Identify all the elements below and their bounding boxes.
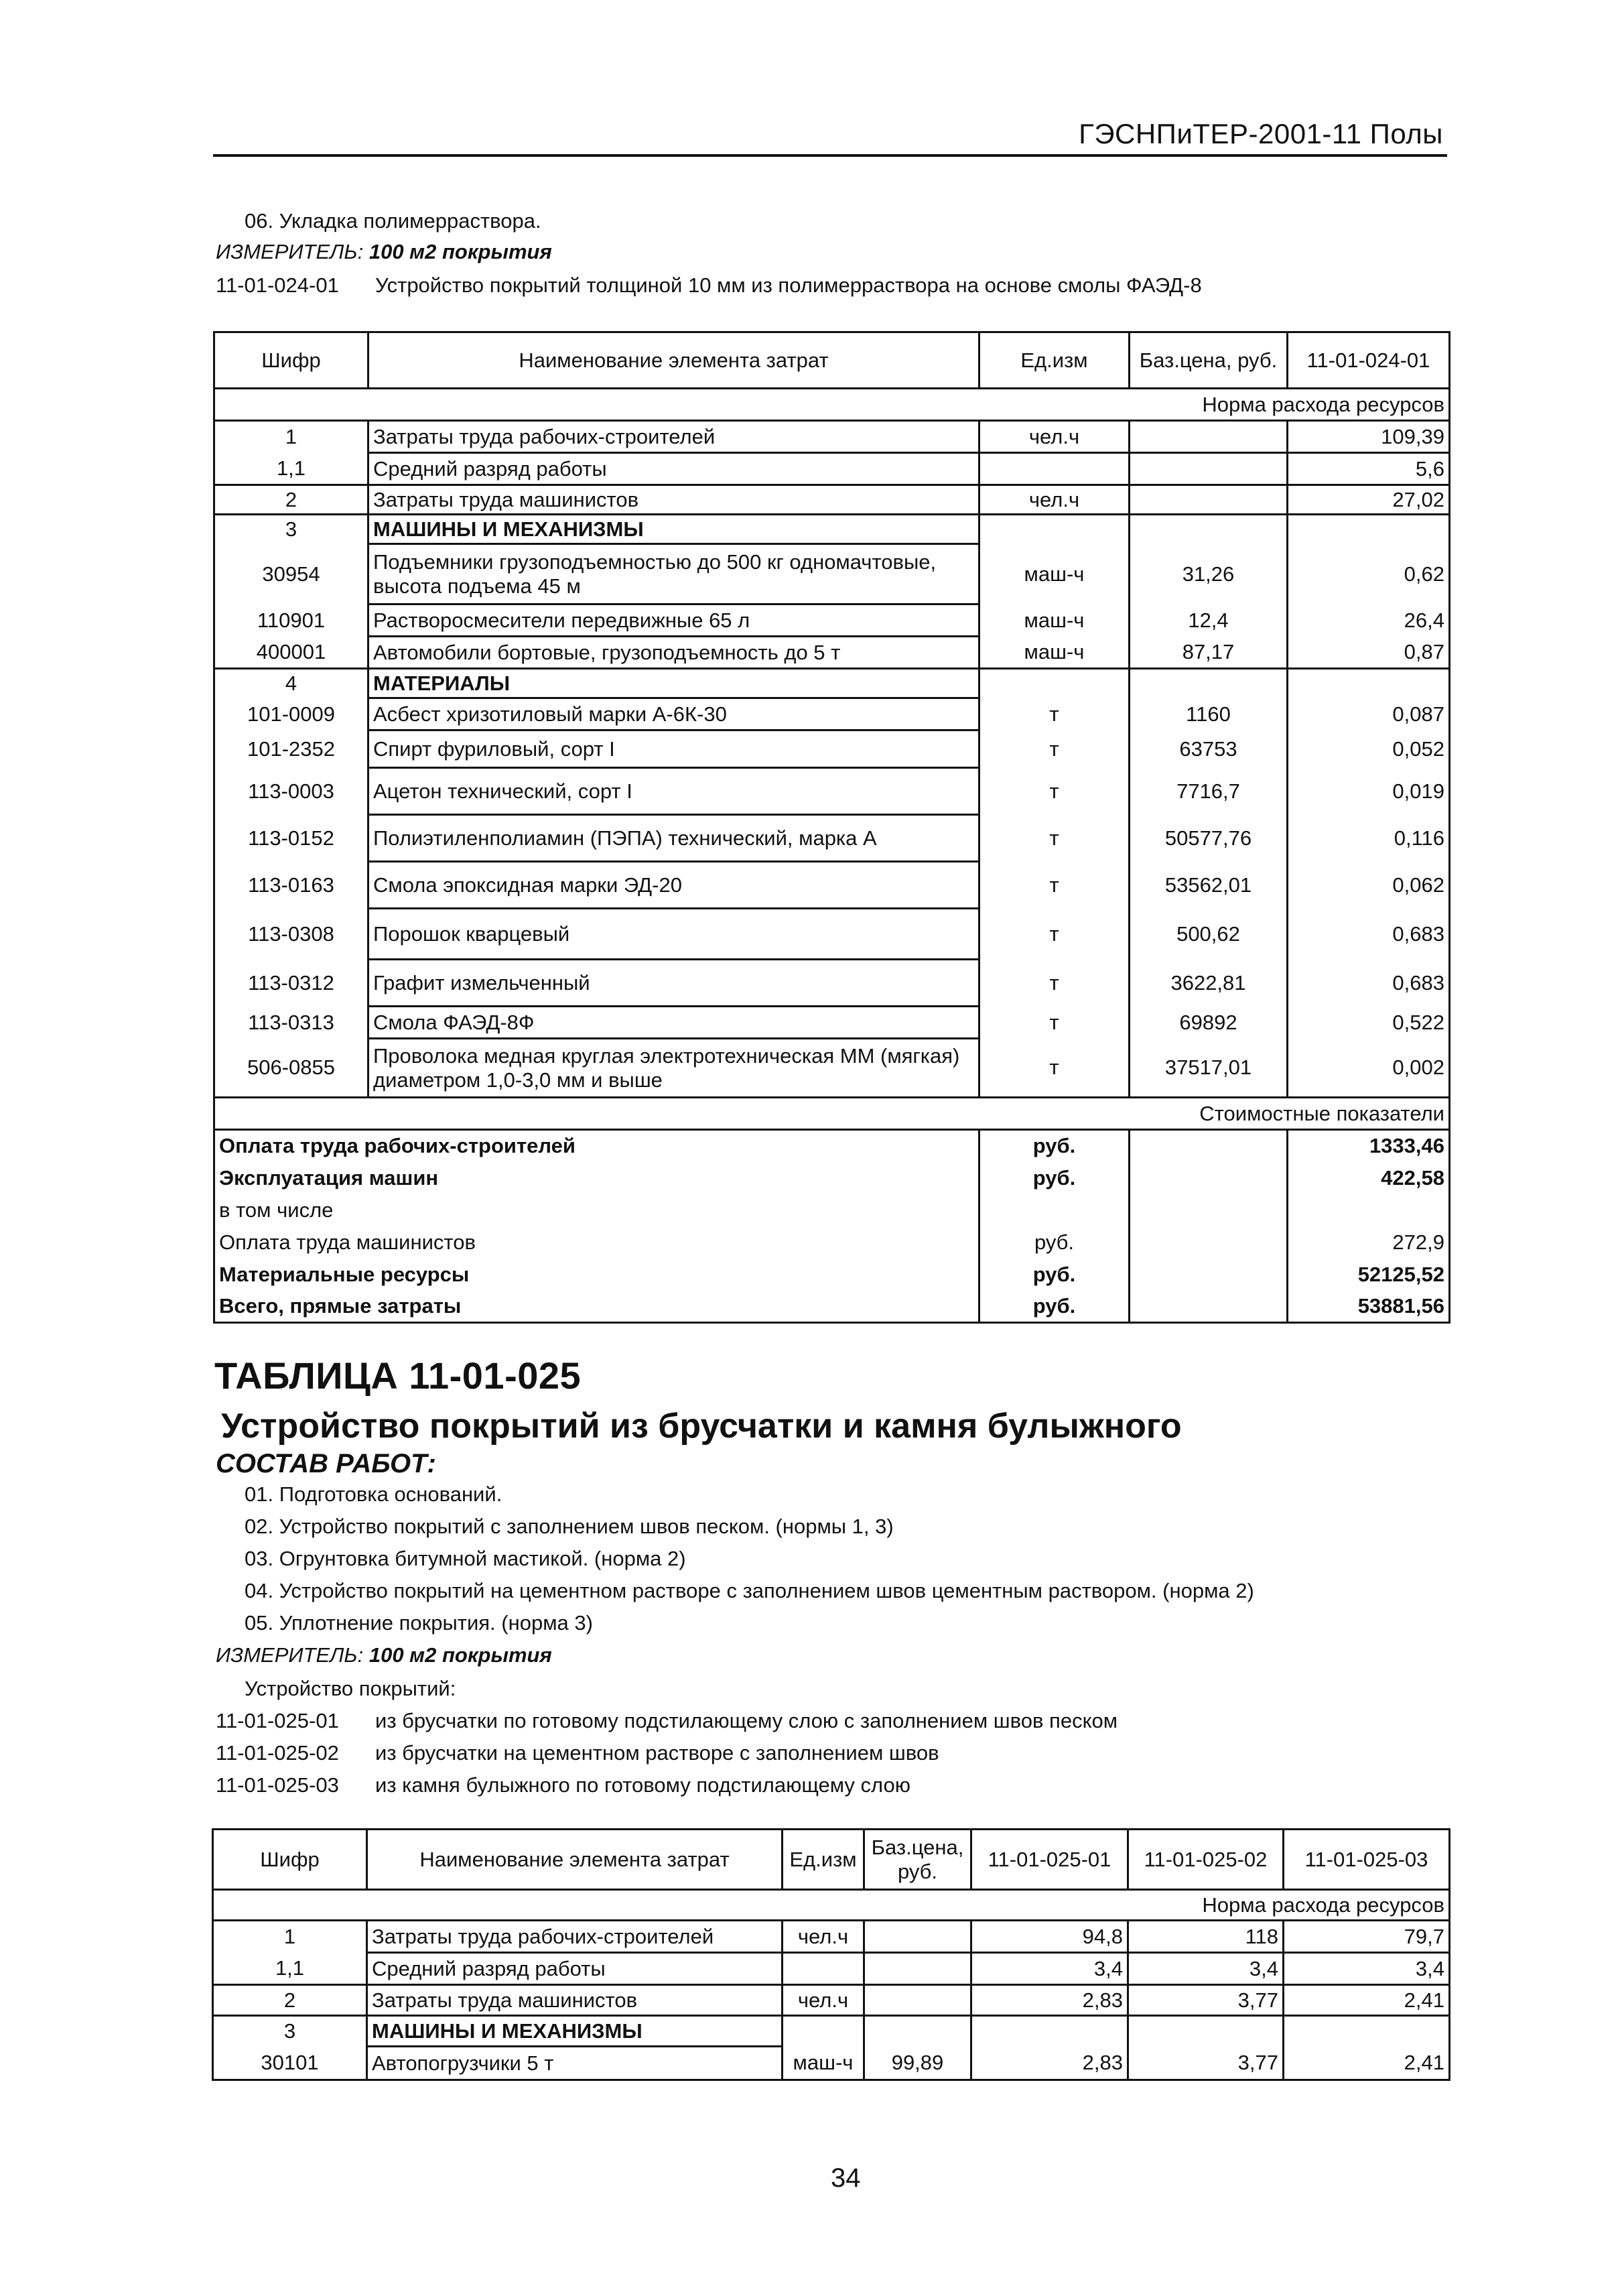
cell-code: 113-0003 [214,768,368,815]
cell-unit: т [979,862,1130,909]
cell-norm: 118 [1128,1921,1284,1953]
cell-name: Полиэтиленполиамин (ПЭПА) технический, марка А [368,815,979,862]
cell-code: 2 [213,1985,367,2016]
col-header: Баз.цена, руб. [1130,332,1288,389]
work-item: 02. Устройство покрытий с заполнением швов песком. (нормы 1, 3) [245,1515,894,1538]
cell-price [864,1953,971,1985]
operation-line: 06. Укладка полимерраствора. [245,209,541,233]
table-row [213,2016,1450,2047]
cost-unit [979,1194,1130,1226]
cell-norm: 2,41 [1284,2047,1450,2080]
cost-row [214,1130,1450,1162]
cell-price [1130,515,1288,544]
table-title: ТАБЛИЦА 11-01-025 [214,1354,582,1397]
table-subtitle: Устройство покрытий из брусчатки и камня булыжного [221,1407,1182,1446]
table-row [214,1007,1450,1039]
cell-norm: 109,39 [1288,421,1450,453]
cost-value: 52125,52 [1288,1259,1450,1291]
col-header: Баз.цена, руб. [864,1830,971,1890]
cell-norm: 26,4 [1288,604,1450,637]
cell-norm: 0,002 [1288,1039,1450,1098]
cell-name: Автомобили бортовые, грузоподъемность до 5 т [368,637,979,669]
cell-code: 3 [213,2016,367,2047]
cost-name: Всего, прямые затраты [214,1291,979,1323]
table-row [214,730,1450,768]
cell-norm [1128,2016,1284,2047]
cell-norm [1288,515,1450,544]
norm-label: Норма расхода ресурсов [214,389,1450,421]
col-header: 11-01-024-01 [1288,332,1450,389]
col-header: 11-01-025-01 [971,1830,1128,1890]
cost-price [1130,1194,1288,1226]
code-item-desc: из брусчатки на цементном растворе с заполнением швов [375,1741,939,1765]
measure2-line [216,1643,552,1667]
cell-code: 110901 [214,604,368,637]
cell-norm: 2,83 [971,1985,1128,2016]
cell-name: Графит измельченный [368,960,979,1007]
cell-norm: 27,02 [1288,485,1450,515]
cost-name: в том числе [214,1194,979,1226]
table-row [214,909,1450,960]
table-row [214,421,1450,453]
table-header-row [214,332,1450,389]
cell-code: 113-0313 [214,1007,368,1039]
cost-unit: руб. [979,1226,1130,1259]
cell-price: 12,4 [1130,604,1288,637]
cell-unit: маш-ч [979,637,1130,669]
resource-table-1 [213,331,1450,1324]
work-item: 01. Подготовка оснований. [245,1482,502,1506]
cell-norm: 3,4 [1284,1953,1450,1985]
cost-price [1130,1162,1288,1194]
cell-price [864,1921,971,1953]
cell-name: Спирт фуриловый, сорт I [368,730,979,768]
code-item-desc: из камня булыжного по готовому подстилающему слою [375,1773,910,1797]
work-item: 05. Уплотнение покрытия. (норма 3) [245,1611,593,1635]
cell-norm: 0,087 [1288,698,1450,730]
cell-norm: 0,683 [1288,909,1450,960]
cost-value: 422,58 [1288,1162,1450,1194]
cell-norm: 0,019 [1288,768,1450,815]
code: 11-01-024-01 [216,273,339,297]
cell-norm: 2,41 [1284,1985,1450,2016]
cell-code: 101-2352 [214,730,368,768]
cell-name: Смола ФАЭД-8Ф [368,1007,979,1039]
measure2-label: ИЗМЕРИТЕЛЬ: [216,1643,364,1667]
cell-name: Подъемники грузоподъемностью до 500 кг одномачтовые, высота подъема 45 м [368,544,979,604]
table-row [214,604,1450,637]
cell-unit: т [979,1007,1130,1039]
cell-price [1130,453,1288,485]
cell-name: Средний разряд работы [368,453,979,485]
cell-norm: 94,8 [971,1921,1128,1953]
cell-code: 1,1 [214,453,368,485]
table-row [214,1039,1450,1098]
norm-row [214,389,1450,421]
cell-norm: 3,4 [971,1953,1128,1985]
cell-code: 4 [214,669,368,698]
cell-unit: маш-ч [783,2047,864,2080]
cost-price [1130,1130,1288,1162]
cell-norm: 0,062 [1288,862,1450,909]
cell-price [864,2016,971,2047]
cost-label-row [214,1098,1450,1130]
cell-code: 1 [213,1921,367,1953]
cell-name: Автопогрузчики 5 т [367,2047,783,2080]
cell-price: 63753 [1130,730,1288,768]
device-label: Устройство покрытий: [245,1677,456,1700]
cost-price [1130,1291,1288,1323]
table-header-row [213,1830,1450,1890]
cell-price [864,1985,971,2016]
cell-unit [979,515,1130,544]
cell-price: 69892 [1130,1007,1288,1039]
cost-value: 53881,56 [1288,1291,1450,1323]
cell-norm [1288,669,1450,698]
cell-unit: т [979,1039,1130,1098]
work-item: 03. Огрунтовка битумной мастикой. (норма 2) [245,1547,686,1570]
cost-value [1288,1194,1450,1226]
cost-row [214,1291,1450,1323]
cell-unit [979,453,1130,485]
table-row [214,485,1450,515]
cell-unit: т [979,698,1130,730]
cell-name: Порошок кварцевый [368,909,979,960]
cell-norm: 0,683 [1288,960,1450,1007]
page-number: 34 [831,2163,861,2193]
cell-norm: 0,522 [1288,1007,1450,1039]
cell-code: 101-0009 [214,698,368,730]
table-row [214,768,1450,815]
cell-name: Средний разряд работы [367,1953,783,1985]
cell-name: Ацетон технический, сорт I [368,768,979,815]
cost-row [214,1194,1450,1226]
cell-price: 99,89 [864,2047,971,2080]
work-item: 04. Устройство покрытий на цементном растворе с заполнением швов цементным раствором. (норма 2) [245,1579,1254,1602]
cell-unit: т [979,960,1130,1007]
cell-price [1130,421,1288,453]
table-row [214,815,1450,862]
table-row [213,1921,1450,1953]
table-row [213,1953,1450,1985]
cell-norm [971,2016,1128,2047]
cost-name: Эксплуатация машин [214,1162,979,1194]
table-row [214,960,1450,1007]
cell-unit: т [979,815,1130,862]
cell-price: 37517,01 [1130,1039,1288,1098]
norm-row [213,1890,1450,1921]
code-description: Устройство покрытий толщиной 10 мм из полимерраствора на основе смолы ФАЭД-8 [375,273,1202,297]
cost-name: Оплата труда рабочих-строителей [214,1130,979,1162]
cell-code: 30954 [214,544,368,604]
cell-code: 3 [214,515,368,544]
code-line [216,273,339,298]
cell-unit: маш-ч [979,604,1130,637]
cell-unit: чел.ч [783,1985,864,2016]
measure-value: 100 м2 покрытия [368,240,552,263]
cell-unit: чел.ч [979,421,1130,453]
cell-norm: 0,116 [1288,815,1450,862]
cost-row [214,1226,1450,1259]
cell-code: 30101 [213,2047,367,2080]
norm-label: Норма расхода ресурсов [213,1890,1450,1921]
cell-name: МАШИНЫ И МЕХАНИЗМЫ [368,515,979,544]
cell-price: 50577,76 [1130,815,1288,862]
cell-price [1130,669,1288,698]
cell-name: Затраты труда рабочих-строителей [367,1921,783,1953]
table-row [214,453,1450,485]
col-header: Наименование элемента затрат [367,1830,783,1890]
cell-code: 113-0312 [214,960,368,1007]
cell-price: 500,62 [1130,909,1288,960]
resource-table-2 [212,1828,1450,2081]
cost-row [214,1162,1450,1194]
cell-norm: 3,4 [1128,1953,1284,1985]
code-item: 11-01-025-02 [216,1741,339,1765]
cell-norm: 0,62 [1288,544,1450,604]
cell-code: 400001 [214,637,368,669]
cell-name: Затраты труда машинистов [367,1985,783,2016]
col-header: Шифр [213,1830,367,1890]
cell-code: 113-0308 [214,909,368,960]
cost-unit: руб. [979,1130,1130,1162]
cell-price: 31,26 [1130,544,1288,604]
col-header: Ед.изм [783,1830,864,1890]
measure2-value: 100 м2 покрытия [368,1643,552,1667]
col-header: 11-01-025-03 [1284,1830,1450,1890]
cell-unit: т [979,909,1130,960]
cost-price [1130,1226,1288,1259]
cell-unit: чел.ч [783,1921,864,1953]
cell-norm: 79,7 [1284,1921,1450,1953]
table-row [214,637,1450,669]
cell-norm: 2,83 [971,2047,1128,2080]
table-row [214,669,1450,698]
cell-code: 2 [214,485,368,515]
table-row [214,862,1450,909]
table-row [213,1985,1450,2016]
cell-unit: т [979,768,1130,815]
table-row [213,2047,1450,2080]
cell-norm: 0,052 [1288,730,1450,768]
cell-price: 3622,81 [1130,960,1288,1007]
cell-price [1130,485,1288,515]
cell-code: 1 [214,421,368,453]
cell-unit: т [979,730,1130,768]
col-header: Ед.изм [979,332,1130,389]
cost-name: Материальные ресурсы [214,1259,979,1291]
cell-code: 506-0855 [214,1039,368,1098]
cell-code: 113-0152 [214,815,368,862]
measure-label: ИЗМЕРИТЕЛЬ: [216,240,364,263]
cell-name: Затраты труда рабочих-строителей [368,421,979,453]
cost-price [1130,1259,1288,1291]
cell-name: Растворосмесители передвижные 65 л [368,604,979,637]
cell-name: Асбест хризотиловый марки А-6К-30 [368,698,979,730]
cost-name: Оплата труда машинистов [214,1226,979,1259]
cost-unit: руб. [979,1162,1130,1194]
header-title: ГЭСНПиТЕР-2001-11 Полы [1079,118,1443,149]
cell-name: Проволока медная круглая электротехническая ММ (мягкая) диаметром 1,0-3,0 мм и выше [368,1039,979,1098]
cell-name: Смола эпоксидная марки ЭД-20 [368,862,979,909]
cell-name: МАШИНЫ И МЕХАНИЗМЫ [367,2016,783,2047]
cell-norm: 0,87 [1288,637,1450,669]
cell-price: 53562,01 [1130,862,1288,909]
cost-unit: руб. [979,1259,1130,1291]
cell-unit: чел.ч [979,485,1130,515]
cell-unit [783,2016,864,2047]
cell-code: 113-0163 [214,862,368,909]
col-header: 11-01-025-02 [1128,1830,1284,1890]
measure-line [216,240,552,264]
page-header [213,113,1447,157]
cell-name: МАТЕРИАЛЫ [368,669,979,698]
cell-name: Затраты труда машинистов [368,485,979,515]
cell-norm: 3,77 [1128,2047,1284,2080]
cost-row [214,1259,1450,1291]
code-item: 11-01-025-03 [216,1773,339,1797]
cell-norm: 3,77 [1128,1985,1284,2016]
cell-unit [979,669,1130,698]
code-item-desc: из брусчатки по готовому подстилающему слою с заполнением швов песком [375,1709,1118,1732]
cell-price: 7716,7 [1130,768,1288,815]
table-row [214,544,1450,604]
col-header: Наименование элемента затрат [368,332,979,389]
cost-label: Стоимостные показатели [214,1098,1450,1130]
col-header: Шифр [214,332,368,389]
cell-norm [1284,2016,1450,2047]
table-row [214,515,1450,544]
cost-value: 272,9 [1288,1226,1450,1259]
cost-unit: руб. [979,1291,1130,1323]
code-item: 11-01-025-01 [216,1709,339,1732]
cell-norm: 5,6 [1288,453,1450,485]
table-row [214,698,1450,730]
cell-price: 1160 [1130,698,1288,730]
composition-label: СОСТАВ РАБОТ: [216,1449,436,1478]
cell-price: 87,17 [1130,637,1288,669]
cell-code: 1,1 [213,1953,367,1985]
cell-unit: маш-ч [979,544,1130,604]
cost-value: 1333,46 [1288,1130,1450,1162]
cell-unit [783,1953,864,1985]
